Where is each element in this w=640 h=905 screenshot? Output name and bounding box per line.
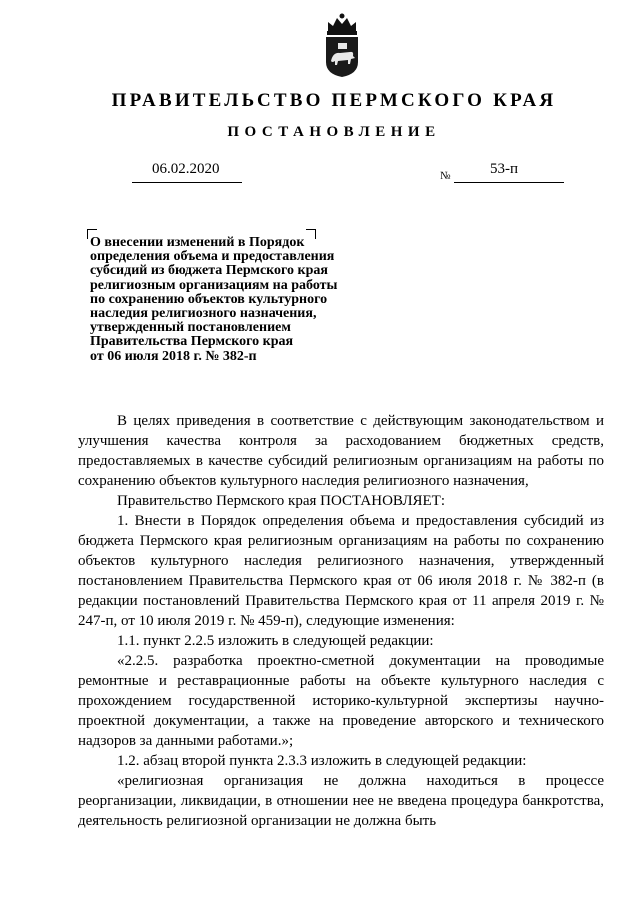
body-paragraph: «религиозная организация не должна находиться в процессе реорганизации, ликвидации, в отношении нее не введена процедура банкротства, деятельность религиозной организации не должна быть [78,773,604,829]
body-paragraph: «2.2.5. разработка проектно-сметной документации на проводимые ремонтные и реставрационные работы на объекте культурного наследия с прохождением государственной историко-культурной экспертизы научно-проектной документации, а также на проведение авторского и технического надзоров за данными работами.»; [78,653,604,749]
body-paragraph: Правительство Пермского края ПОСТАНОВЛЯЕТ: [117,493,446,509]
document-subject [90,236,350,364]
body-paragraph: 1.1. пункт 2.2.5 изложить в следующей редакции: [117,633,434,649]
subject-line: наследия религиозного назначения, [90,306,317,322]
number-underline [454,182,564,183]
document-number: 53-п [490,161,519,177]
government-title: ПРАВИТЕЛЬСТВО ПЕРМСКОГО КРАЯ [111,90,557,111]
body-paragraph: 1. Внести в Порядок определения объема и предоставления субсидий из бюджета Пермского края религиозным организациям на работы по сохранению объектов культурного наследия религиозного назначения, утвержденный постановлением Правительства Пермского края от 06 июля 2018 г. № 382-п (в редакции постановлений Правительства Пермского края от 11 апреля 2019 г. № 247-п, от 10 июля 2019 г. № 459-п), следующие изменения: [78,513,604,629]
subject-line: по сохранению объектов культурного [90,291,328,307]
subject-line: Правительства Пермского края [90,334,294,350]
number-sign: № [440,170,451,182]
document-body [78,411,604,831]
subject-line: субсидий из бюджета Пермского края [90,263,328,279]
document-date: 06.02.2020 [152,161,220,177]
date-underline [132,182,242,183]
subject-line: религиозным организациям на работы [90,277,338,293]
subject-line: определения объема и предоставления [90,249,335,265]
body-paragraph: 1.2. абзац второй пункта 2.3.3 изложить в следующей редакции: [117,753,527,769]
body-paragraph: В целях приведения в соответствие с действующим законодательством и улучшения качества контроля за расходованием бюджетных средств, предоставляемых в качестве субсидий религиозным организациям на работы по сохранению объектов культурного наследия религиозного назначения, [78,413,604,489]
document-type: ПОСТАНОВЛЕНИЕ [227,124,441,140]
subject-line: от 06 июля 2018 г. № 382-п [90,348,257,364]
perm-krai-coat-of-arms-icon [322,12,362,78]
subject-line: О внесении изменений в Порядок [90,235,305,250]
subject-line: утвержденный постановлением [90,320,291,336]
